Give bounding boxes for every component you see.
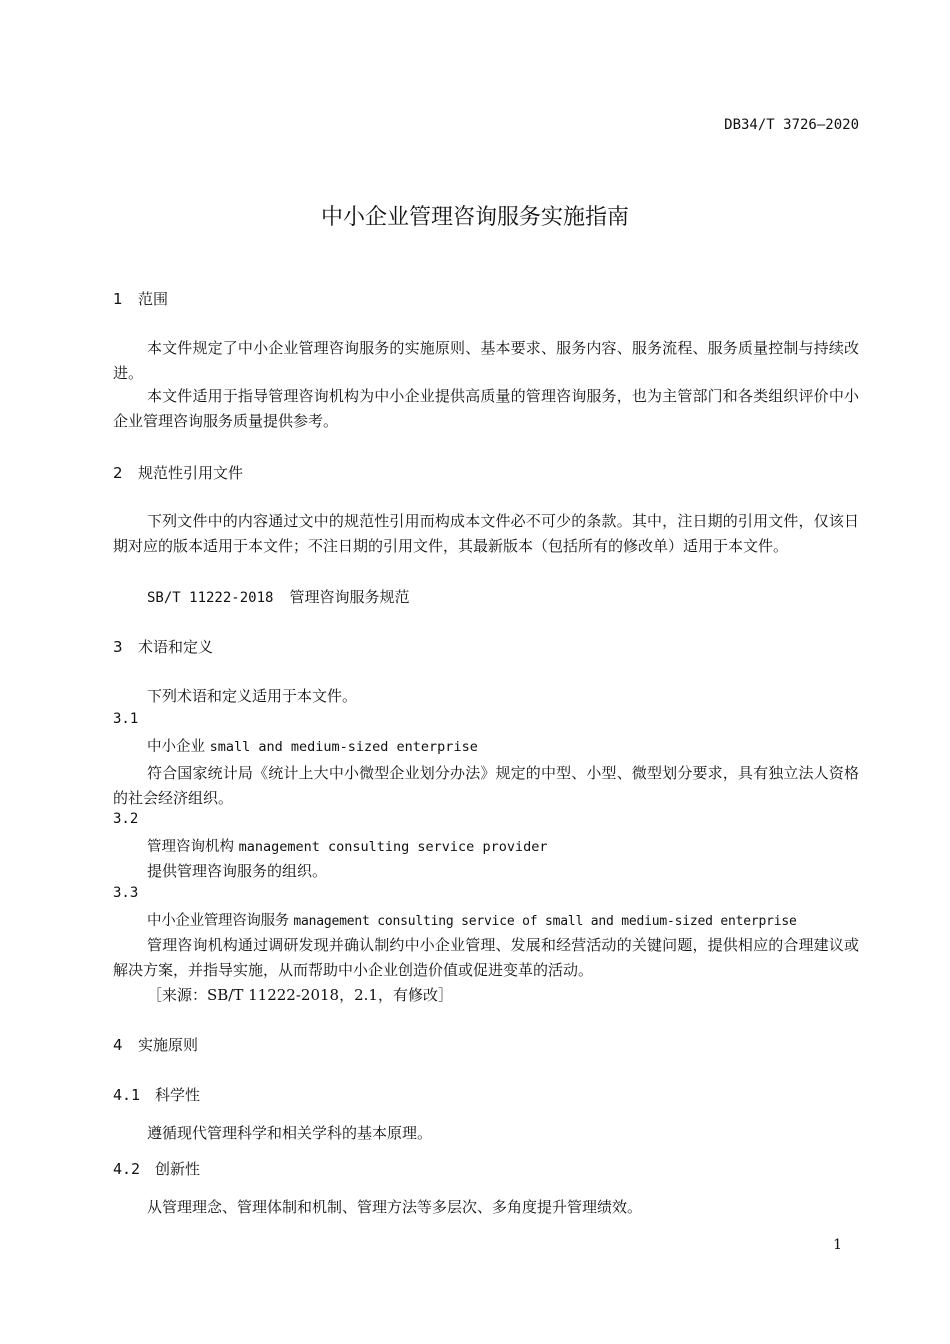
section-1-heading [113, 288, 168, 309]
term-chinese: 中小企业管理咨询服务 [147, 913, 289, 929]
term-chinese: 管理咨询机构 [147, 839, 234, 855]
section-4-1-text: 遵循现代管理科学和相关学科的基本原理。 [147, 1124, 433, 1142]
term-english: management consulting service provider [238, 839, 548, 855]
page-number: 1 [833, 1237, 842, 1253]
term-3-definition: 管理咨询机构通过调研发现并确认制约中小企业管理、发展和经营活动的关键问题，提供相应的合理建议或解决方案，并指导实施，从而帮助中小企业创造价值或促进变革的活动。 [113, 936, 859, 979]
reference-code: SB/T 11222-2018 [147, 590, 274, 606]
standard-code: DB34/T 3726—2020 [724, 117, 859, 133]
term-number: 3.1 [113, 711, 139, 727]
section-number: 2 [113, 464, 123, 482]
section-2-heading [113, 462, 243, 483]
section-number: 1 [113, 290, 123, 308]
term-chinese: 中小企业 [147, 739, 205, 755]
section-title: 范围 [138, 290, 169, 308]
section-1-paragraph-1: 本文件规定了中小企业管理咨询服务的实施原则、基本要求、服务内容、服务流程、服务质量控制与持续改进。 [113, 339, 859, 382]
section-title: 术语和定义 [138, 638, 214, 656]
term-number: 3.2 [113, 811, 139, 827]
term-number: 3.3 [113, 885, 139, 901]
section-4-2-text: 从管理理念、管理体制和机制、管理方法等多层次、多角度提升管理绩效。 [147, 1198, 643, 1216]
term-english: management consulting service of small and medium-sized enterprise [293, 914, 797, 929]
section-title: 实施原则 [138, 1036, 199, 1054]
terms-intro: 下列术语和定义适用于本文件。 [147, 687, 358, 705]
section-4-2-heading [113, 1158, 200, 1179]
term-2-definition: 提供管理咨询服务的组织。 [147, 862, 328, 880]
term-1-definition: 符合国家统计局《统计上大中小微型企业划分办法》规定的中型、小型、微型划分要求，具有独立法人资格的社会经济组织。 [113, 764, 859, 807]
section-1-paragraph-2: 本文件适用于指导管理咨询机构为中小企业提供高质量的管理咨询服务，也为主管部门和各类组织评价中小企业管理咨询服务质量提供参考。 [113, 387, 859, 430]
term-3 [147, 909, 797, 930]
section-number: 4.2 [113, 1160, 141, 1178]
reference-title: 管理咨询服务规范 [289, 588, 410, 606]
normative-reference [147, 586, 409, 607]
section-4-1-heading [113, 1084, 200, 1105]
term-2 [147, 835, 547, 856]
section-number: 3 [113, 638, 123, 656]
section-title: 创新性 [155, 1160, 201, 1178]
term-1 [147, 735, 478, 756]
section-4-heading [113, 1034, 198, 1055]
document-title: 中小企业管理咨询服务实施指南 [320, 205, 629, 230]
section-number: 4 [113, 1036, 123, 1054]
section-number: 4.1 [113, 1086, 141, 1104]
section-title: 科学性 [155, 1086, 201, 1104]
section-3-heading [113, 636, 213, 657]
term-english: small and medium-sized enterprise [209, 739, 478, 755]
term-3-source: ［来源：SB/T 11222-2018，2.1，有修改］ [147, 986, 453, 1004]
section-title: 规范性引用文件 [138, 464, 244, 482]
section-2-paragraph: 下列文件中的内容通过文中的规范性引用而构成本文件必不可少的条款。其中，注日期的引用文件，仅该日期对应的版本适用于本文件；不注日期的引用文件，其最新版本（包括所有的修改单）适用于本文件。 [113, 512, 859, 555]
